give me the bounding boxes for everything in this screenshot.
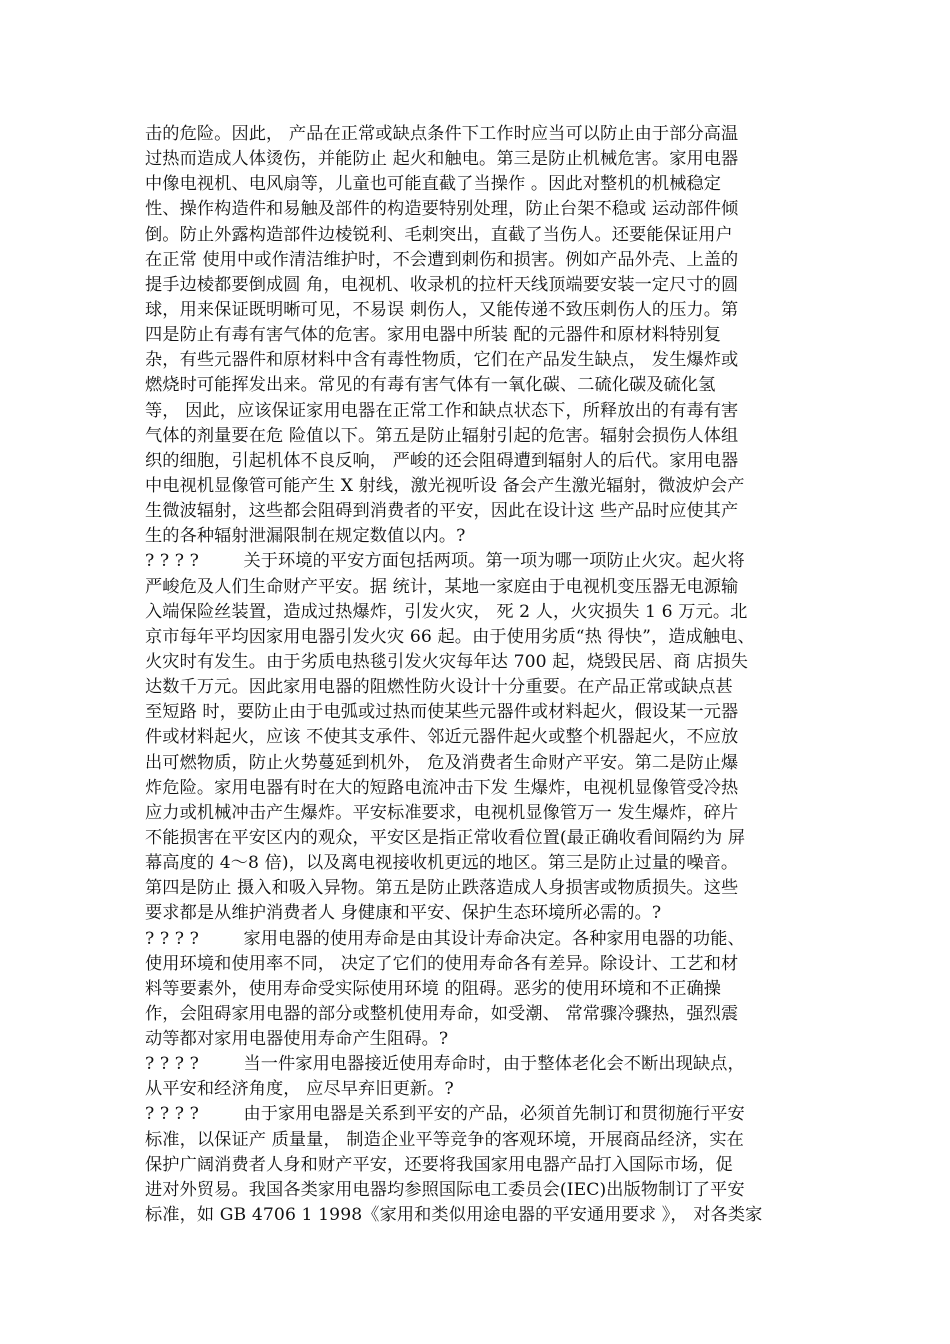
text-line: 四是防止有毒有害气体的危害。家用电器中所装 配的元器件和原材料特别复 xyxy=(145,325,722,346)
text-line: 提手边棱都要倒成圆 角，电视机、收录机的拉杆天线顶端要安装一定尺寸的圆 xyxy=(145,274,739,295)
text-line: 至短路 时，要防止由于电弧或过热而使某些元器件或材料起火，假设某一元器 xyxy=(145,702,739,723)
text-line: 织的细胞，引起机体不良反响， 严峻的还会阻碍遭到辐射人的后代。家用电器 xyxy=(145,450,739,471)
text-line: 炸危险。家用电器有时在大的短路电流冲击下发 生爆炸，电视机显像管受冷热 xyxy=(145,777,739,798)
text-line: 标准，以保证产 质量量， 制造企业平等竞争的客观环境，开展商品经济，实在 xyxy=(145,1129,744,1150)
text-line: 入端保险丝装置，造成过热爆炸，引发火灾， 死 2 人，火灾损失 1 6 万元。北 xyxy=(145,601,748,622)
text-line: 在正常 使用中或作清洁维护时，不会遭到刺伤和损害。例如产品外壳、上盖的 xyxy=(145,249,739,270)
text-line: 件或材料起火，应该 不使其支承件、邻近元器件起火或整个机器起火，不应放 xyxy=(145,727,739,748)
text-line: 幕高度的 4～8 倍)，以及离电视接收机更远的地区。第三是防止过量的噪音。 xyxy=(145,853,739,874)
text-line: 出可燃物质，防止火势蔓延到机外， 危及消费者生命财产平安。第二是防止爆 xyxy=(145,752,739,773)
text-line: 气体的剂量要在危 险值以下。第五是防止辐射引起的危害。辐射会损伤人体组 xyxy=(145,425,739,446)
text-line: 性、操作构造件和易触及部件的构造要特别处理，防止台架不稳或 运动部件倾 xyxy=(145,199,739,220)
text-line: 球，用来保证既明晰可见，不易误 刺伤人，又能传递不致压刺伤人的压力。第 xyxy=(145,299,739,320)
text-line: 动等都对家用电器使用寿命产生阻碍。? xyxy=(145,1029,449,1050)
text-line: 作，会阻碍家用电器的部分或整机使用寿命，如受潮、 常常骤冷骤热，强烈震 xyxy=(145,1003,739,1024)
body-text xyxy=(145,122,810,1228)
text-line: 第四是防止 摄入和吸入异物。第五是防止跌落造成人身损害或物质损失。这些 xyxy=(145,878,739,899)
text-line: 生微波辐射，这些都会阻碍到消费者的平安，因此在设计这 些产品时应使其产 xyxy=(145,501,739,522)
text-line: 中像电视机、电风扇等，儿童也可能直截了当操作 。因此对整机的机械稳定 xyxy=(145,174,722,195)
text-line: 燃烧时可能挥发出来。常见的有毒有害气体有一氧化碳、二硫化碳及硫化氢 xyxy=(145,375,716,396)
text-line: 应力或机械冲击产生爆炸。平安标准要求，电视机显像管万一 发生爆炸，碎片 xyxy=(145,802,739,823)
text-line: 要求都是从维护消费者人 身健康和平安、保护生态环境所必需的。? xyxy=(145,903,662,924)
text-line: 不能损害在平安区内的观众，平安区是指正常收看位置(最正确收看间隔约为 屏 xyxy=(145,827,746,848)
paragraph-start-line: ? ? ? ? 当一件家用电器接近使用寿命时，由于整体老化会不断出现缺点， xyxy=(145,1054,745,1075)
text-line: 进对外贸易。我国各类家用电器均参照国际电工委员会(IEC)出版物制订了平安 xyxy=(145,1179,745,1200)
text-line: 杂，有些元器件和原材料中含有毒性物质，它们在产品发生缺点， 发生爆炸或 xyxy=(145,350,739,371)
text-line: 京市每年平均因家用电器引发火灾 66 起。由于使用劣质“热 得快”，造成触电、 xyxy=(145,626,755,647)
paragraph-start-line: ? ? ? ? 由于家用电器是关系到平安的产品，必须首先制订和贯彻施行平安 xyxy=(145,1104,745,1125)
text-line: 火灾时有发生。由于劣质电热毯引发火灾每年达 700 起，烧毁民居、商 店损失 xyxy=(145,651,748,672)
text-line: 标准，如 GB 4706 1 1998《家用和类似用途电器的平安通用要求 》， 对各类家 xyxy=(145,1205,763,1226)
paragraph-start-line: ? ? ? ? 关于环境的平安方面包括两项。第一项为哪一项防止火灾。起火将 xyxy=(145,551,745,572)
text-line: 达数千万元。因此家用电器的阻燃性防火设计十分重要。在产品正常或缺点甚 xyxy=(145,677,733,698)
text-line: 从平安和经济角度， 应尽早弃旧更新。? xyxy=(145,1079,454,1100)
text-line: 生的各种辐射泄漏限制在规定数值以内。? xyxy=(145,526,466,547)
text-line: 过热而造成人体烫伤，并能防止 起火和触电。第三是防止机械危害。家用电器 xyxy=(145,149,739,170)
text-line: 等， 因此，应该保证家用电器在正常工作和缺点状态下，所释放出的有毒有害 xyxy=(145,400,739,421)
text-line: 严峻危及人们生命财产平安。据 统计，某地一家庭由于电视机变压器无电源输 xyxy=(145,576,739,597)
paragraph-start-line: ? ? ? ? 家用电器的使用寿命是由其设计寿命决定。各种家用电器的功能、 xyxy=(145,928,745,949)
text-line: 击的危险。因此， 产品在正常或缺点条件下工作时应当可以防止由于部分高温 xyxy=(145,124,739,144)
text-line: 中电视机显像管可能产生 X 射线，激光视听设 备会产生激光辐射，微波炉会产 xyxy=(145,475,745,496)
text-line: 使用环境和使用率不同， 决定了它们的使用寿命各有差异。除设计、工艺和材 xyxy=(145,953,739,974)
text-line: 倒。防止外露构造部件边棱锐利、毛刺突出，直截了当伤人。还要能保证用户 xyxy=(145,224,733,245)
text-line: 保护广阔消费者人身和财产平安，还要将我国家用电器产品打入国际市场，促 xyxy=(145,1154,733,1175)
text-line: 料等要素外，使用寿命受实际使用环境 的阻碍。恶劣的使用环境和不正确操 xyxy=(145,978,722,999)
